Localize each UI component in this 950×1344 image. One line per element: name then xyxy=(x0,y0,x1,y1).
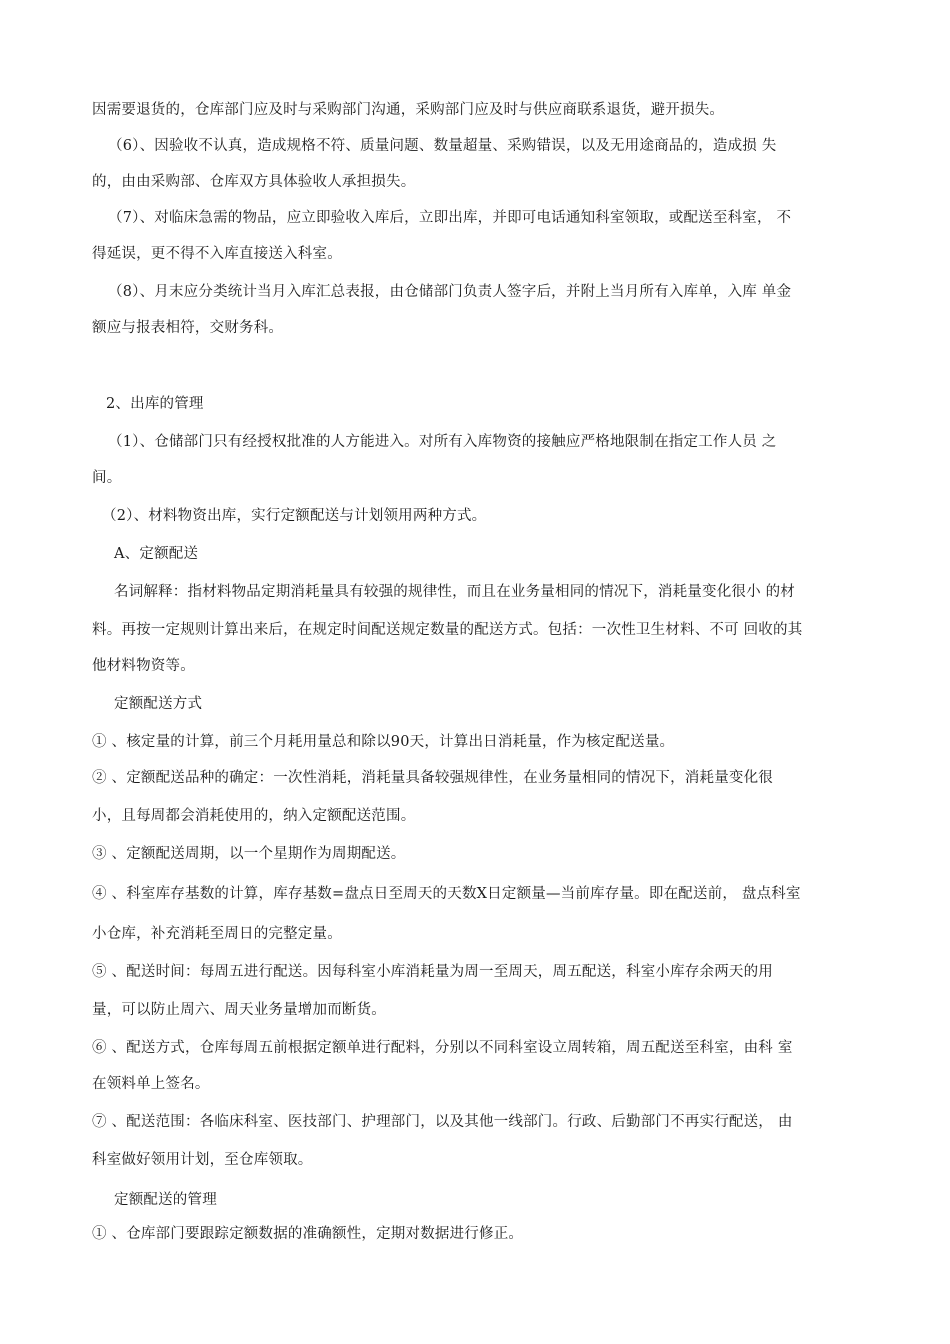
list-item: ③ 、定额配送周期，以一个星期作为周期配送。 xyxy=(92,846,406,862)
subsection-heading: A、定额配送 xyxy=(114,546,199,562)
list-item: ① 、仓库部门要跟踪定额数据的准确额性，定期对数据进行修正。 xyxy=(92,1226,524,1242)
text-line: 在领料单上签名。 xyxy=(92,1076,210,1092)
list-item: ④ 、科室库存基数的计算，库存基数=盘点日至周天的天数X日定额量—当前库存量。即在配送前， 盘点科室 xyxy=(92,886,801,902)
text-line: （6）、因验收不认真，造成规格不符、质量问题、数量超量、采购错误，以及无用途商品的，造成损 失 xyxy=(108,138,777,154)
text-line: 的，由由采购部、仓库双方具体验收人承担损失。 xyxy=(92,174,416,190)
subsection-heading: 定额配送的管理 xyxy=(114,1192,217,1208)
text-line: 料。再按一定规则计算出来后，在规定时间配送规定数量的配送方式。包括：一次性卫生材料、不可 回收的其 xyxy=(92,622,803,638)
text-line: 名词解释：指材料物品定期消耗量具有较强的规律性，而且在业务量相同的情况下，消耗量变化很小 的材 xyxy=(114,584,796,600)
text-line: 科室做好领用计划，至仓库领取。 xyxy=(92,1152,313,1168)
list-item: ⑦ 、配送范围：各临床科室、医技部门、护理部门，以及其他一线部门。行政、后勤部门不再实行配送， 由 xyxy=(92,1114,793,1130)
list-item: ② 、定额配送品种的确定：一次性消耗，消耗量具备较强规律性，在业务量相同的情况下，消耗量变化很 xyxy=(92,770,774,786)
text-line: 额应与报表相符，交财务科。 xyxy=(92,320,284,336)
text-line: 量，可以防止周六、周天业务量增加而断货。 xyxy=(92,1002,386,1018)
text-line: 因需要退货的，仓库部门应及时与采购部门沟通，采购部门应及时与供应商联系退货，避开损失。 xyxy=(92,102,725,118)
text-line: 他材料物资等。 xyxy=(92,658,195,674)
text-line: 小，且每周都会消耗使用的，纳入定额配送范围。 xyxy=(92,808,416,824)
text-line: 得延误，更不得不入库直接送入科室。 xyxy=(92,246,342,262)
section-heading: 2、出库的管理 xyxy=(106,396,204,412)
text-line: 小仓库，补充消耗至周日的完整定量。 xyxy=(92,926,342,942)
list-item: ⑥ 、配送方式，仓库每周五前根据定额单进行配料，分别以不同科室设立周转箱，周五配送至科室，由科 室 xyxy=(92,1040,793,1056)
text-line: （2）、材料物资出库，实行定额配送与计划领用两种方式。 xyxy=(102,508,487,524)
subsection-heading: 定额配送方式 xyxy=(114,696,203,712)
text-line: （1）、仓储部门只有经授权批准的人方能进入。对所有入库物资的接触应严格地限制在指定工作人员 之 xyxy=(108,434,777,450)
text-line: （7）、对临床急需的物品，应立即验收入库后，立即出库，并即可电话通知科室领取，或配送至科室， 不 xyxy=(108,210,792,226)
text-line: 间。 xyxy=(92,470,122,486)
list-item: ⑤ 、配送时间：每周五进行配送。因每科室小库消耗量为周一至周天，周五配送，科室小库存余两天的用 xyxy=(92,964,774,980)
text-line: （8）、月末应分类统计当月入库汇总表报，由仓储部门负责人签字后，并附上当月所有入库单，入库 单金 xyxy=(108,284,792,300)
list-item: ① 、核定量的计算，前三个月耗用量总和除以90天，计算出日消耗量，作为核定配送量。 xyxy=(92,734,675,750)
